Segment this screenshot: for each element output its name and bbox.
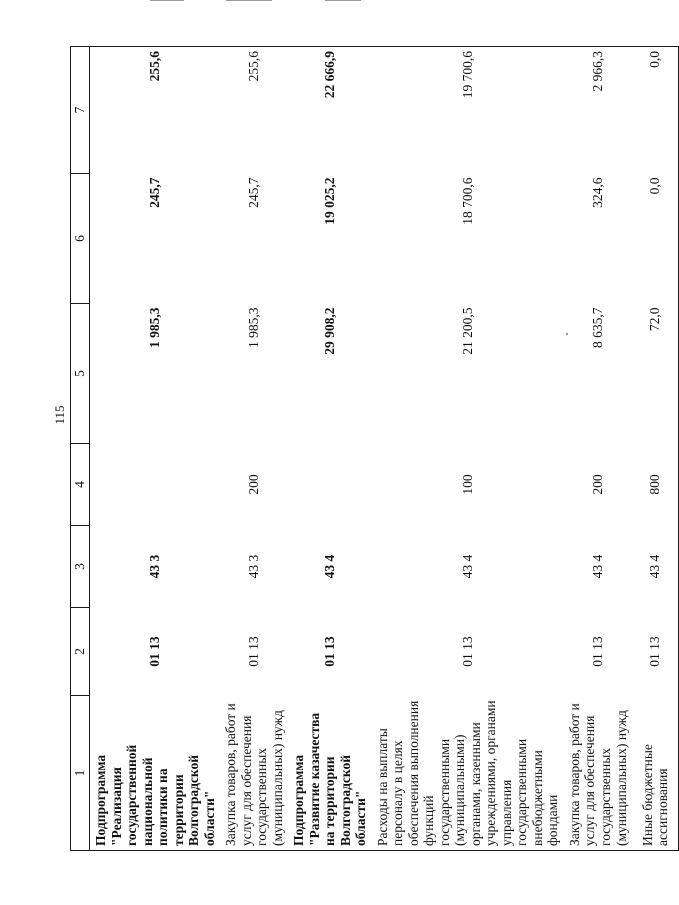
table-row bbox=[564, 47, 632, 851]
column-header: 3 bbox=[71, 526, 90, 608]
target-article-code: 43 4 bbox=[460, 554, 476, 579]
section-code: 01 13 bbox=[147, 636, 163, 667]
table-row bbox=[90, 47, 221, 851]
amount-col5: 1 985,3 bbox=[246, 307, 262, 348]
column-header: 4 bbox=[71, 444, 90, 526]
section-code: 01 13 bbox=[590, 636, 606, 667]
expense-type-code: 200 bbox=[246, 474, 262, 495]
row-name: Иные бюджетные ассигнования bbox=[632, 696, 679, 851]
amount-col7: 2 966,3 bbox=[564, 47, 632, 174]
expense-type-code bbox=[288, 444, 372, 526]
row-name: Закупка товаров, работ и услуг для обеспечения государственных (муниципальных) нужд bbox=[564, 696, 632, 851]
amount-col5: 21 200,5 bbox=[460, 307, 476, 355]
target-article-code: 43 4 bbox=[632, 526, 679, 608]
amount-col5: 29 908,2 bbox=[322, 307, 338, 355]
section-code: 01 13 bbox=[246, 636, 262, 667]
budget-table bbox=[70, 46, 679, 851]
amount-col5: 8 635,7 bbox=[590, 307, 606, 348]
table-row bbox=[220, 47, 288, 851]
column-header: 2 bbox=[71, 608, 90, 696]
row-name: Закупка товаров, работ и услуг для обеспечения государственных (муниципальных) нужд bbox=[220, 696, 288, 851]
table-row bbox=[288, 47, 372, 851]
amount-col5: 72,0 bbox=[632, 304, 679, 444]
row-name: Подпрограмма "Развитие казачества на территории Волгоградской области" bbox=[288, 696, 372, 851]
amount-col7: 0,0 bbox=[632, 47, 679, 174]
section-code: 01 13 bbox=[632, 608, 679, 696]
amount-col6: 245,7 bbox=[246, 177, 262, 208]
table-row bbox=[372, 47, 564, 851]
amount-col7: 255,6 bbox=[90, 47, 221, 174]
page-number: 115 bbox=[52, 405, 67, 425]
amount-col6: 245,7 bbox=[147, 177, 163, 208]
expense-type-code bbox=[90, 444, 221, 526]
expense-type-code: 800 bbox=[632, 444, 679, 526]
row-name: Расходы на выплаты персоналу в целях обеспечения выполнения функций государственными (муниципальными) органами, казенными учреждениями, органами управления государственными внебюджетными фондами bbox=[372, 696, 564, 851]
amount-col7: 22 666,9 bbox=[288, 47, 372, 174]
amount-col7: 19 700,6 bbox=[372, 47, 564, 174]
column-number-row bbox=[71, 47, 90, 851]
table-row bbox=[632, 47, 679, 851]
column-header: 1 bbox=[71, 696, 90, 851]
column-header: 7 bbox=[71, 47, 90, 174]
amount-col6: 18 700,6 bbox=[460, 177, 476, 225]
expense-type-code: 200 bbox=[590, 474, 606, 495]
expense-type-code: 100 bbox=[460, 474, 476, 495]
target-article-code: 43 4 bbox=[590, 554, 606, 579]
amount-col5: 1 985,3 bbox=[147, 307, 163, 348]
amount-col7: 255,6 bbox=[220, 47, 288, 174]
column-header: 5 bbox=[71, 304, 90, 444]
section-code: 01 13 bbox=[322, 636, 338, 667]
column-header: 6 bbox=[71, 174, 90, 304]
target-article-code: 43 3 bbox=[147, 554, 163, 579]
amount-col6: 0,0 bbox=[632, 174, 679, 304]
section-code: 01 13 bbox=[460, 636, 476, 667]
amount-col6: 324,6 bbox=[590, 177, 606, 208]
target-article-code: 43 3 bbox=[246, 554, 262, 579]
amount-col6: 19 025,2 bbox=[322, 177, 338, 225]
row-name: Подпрограмма "Реализация государственной национальной политики на территории Волгоградской области" bbox=[90, 696, 221, 851]
target-article-code: 43 4 bbox=[322, 554, 338, 579]
